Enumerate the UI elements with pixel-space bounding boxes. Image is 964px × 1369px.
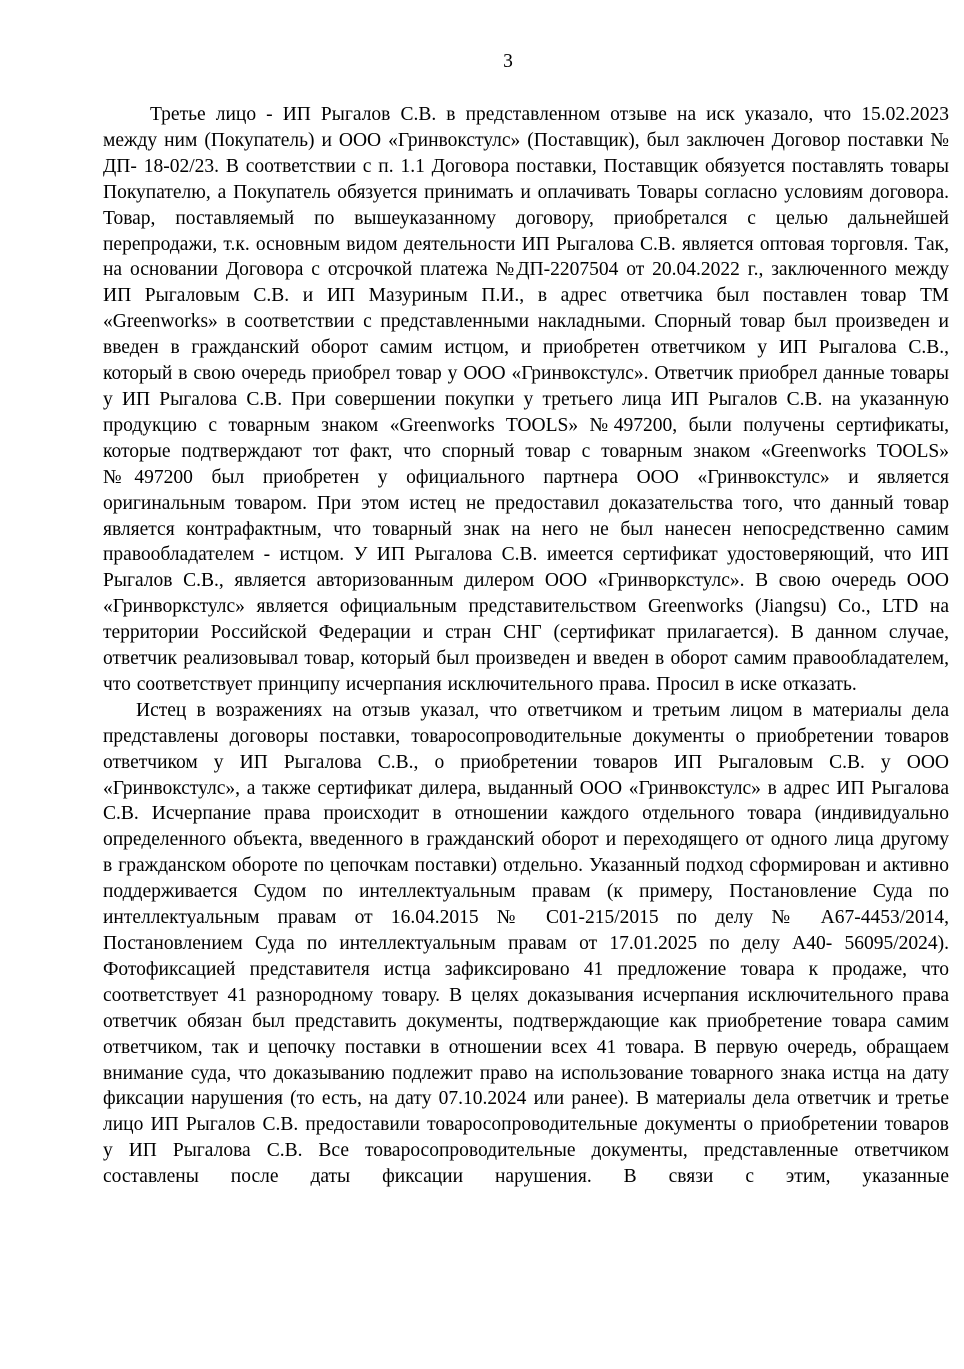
paragraph-plaintiff-objections: Истец в возражениях на отзыв указал, что ответчиком и третьим лицом в материалы дела представлены договоры поставки, товаросопроводительные документы о приобретении товаров ответчиком у ИП Рыгалова С.В., о приобретении товаров ИП Рыгаловым С.В. у ООО «Гринвокстулс», а также сертификат дилера, выданный ООО «Гринвокстулс» в адрес ИП Рыгалова С.В. Исчерпание права происходит в отношении каждого отдельного товара (индивидуально определенного объекта, введенного в гражданский оборот и переходящего от одного лица другому в гражданском обороте по цепочкам поставки) отдельно. Указанный подход сформирован и активно поддерживается Судом по интеллектуальным правам (к примеру, Постановление Суда по интеллектуальным правам от 16.04.2015 № С01-215/2015 по делу № А67-4453/2014, Постановлением Суда по интеллектуальным правам от 17.01.2025 по делу А40- 56095/2024). Фотофиксацией представителя истца зафиксировано 41 предложение товара к продаже, что соответствует 41 разнородному товару. В целях доказывания исчерпания исключительного права ответчик обязан был представить документы, подтверждающие как приобретение товара самим ответчиком, так и цепочку поставки в отношении всех 41 товара. В первую очередь, обращаем внимание суда, что доказыванию подлежит право на использование товарного знака истца на дату фиксации нарушения (то есть, на дату 07.10.2024 или ранее). В материалы дела ответчик и третье лицо ИП Рыгалов С.В. предоставили товаросопроводительные документы о приобретении товаров у ИП Рыгалова С.В. Все товаросопроводительные документы, представленные ответчиком составлены после даты фиксации нарушения. В связи с этим, указанные [103,699,949,1188]
document-body [103,102,949,1190]
paragraph-third-party-response: Третье лицо - ИП Рыгалов С.В. в представленном отзыве на иск указало, что 15.02.2023 между ним (Покупатель) и ООО «Гринвокстулс» (Поставщик), был заключен Договор поставки № ДП- 18-02/23. В соответствии с п. 1.1 Договора поставки, Поставщик обязуется поставлять товары Покупателю, а Покупатель обязуется принимать и оплачивать Товары согласно условиям договора. Товар, поставляемый по вышеуказанному договору, приобретался с целью дальнейшей перепродажи, т.к. основным видом деятельности ИП Рыгалова С.В. является оптовая торговля. Так, на основании Договора с отсрочкой платежа №ДП-2207504 от 20.04.2022 г., заключенного между ИП Рыгаловым С.В. и ИП Мазуриным П.И., в адрес ответчика был поставлен товар ТМ «Greenworks» в соответствии с представленными накладными. Спорный товар был произведен и введен в гражданский оборот самим истцом, и приобретен ответчиком у ИП Рыгалова С.В., который в свою очередь приобрел товар у ООО «Гринвокстулс». Ответчик приобрел данные товары у ИП Рыгалова С.В. При совершении покупки у третьего лица ИП Рыгалов С.В. на указанную продукцию с товарным знаком «Greenworks TOOLS» №497200, были получены сертификаты, которые подтверждают тот факт, что спорный товар с товарным знаком «Greenworks TOOLS» №497200 был приобретен у официального партнера ООО «Гринвокстулс» и является оригинальным товаром. При этом истец не предоставил доказательства того, что данный товар является контрафактным, что товарный знак на него не был нанесен непосредственно самим правообладателем - истцом. У ИП Рыгалова С.В. имеется сертификат удостоверяющий, что ИП Рыгалов С.В., является авторизованным дилером ООО «Гринворкстулс». В свою очередь ООО «Гринворкстулс» является официальным представительством Greenworks (Jiangsu) Co., LTD на территории Российской Федерации и стран СНГ (сертификат прилагается). В данном случае, ответчик реализовывал товар, который был произведен и введен в оборот самим правообладателем, что соответствует принципу исчерпания исключительного права. Просил в иске отказать. [103,104,949,695]
page-number: 3 [503,51,513,72]
